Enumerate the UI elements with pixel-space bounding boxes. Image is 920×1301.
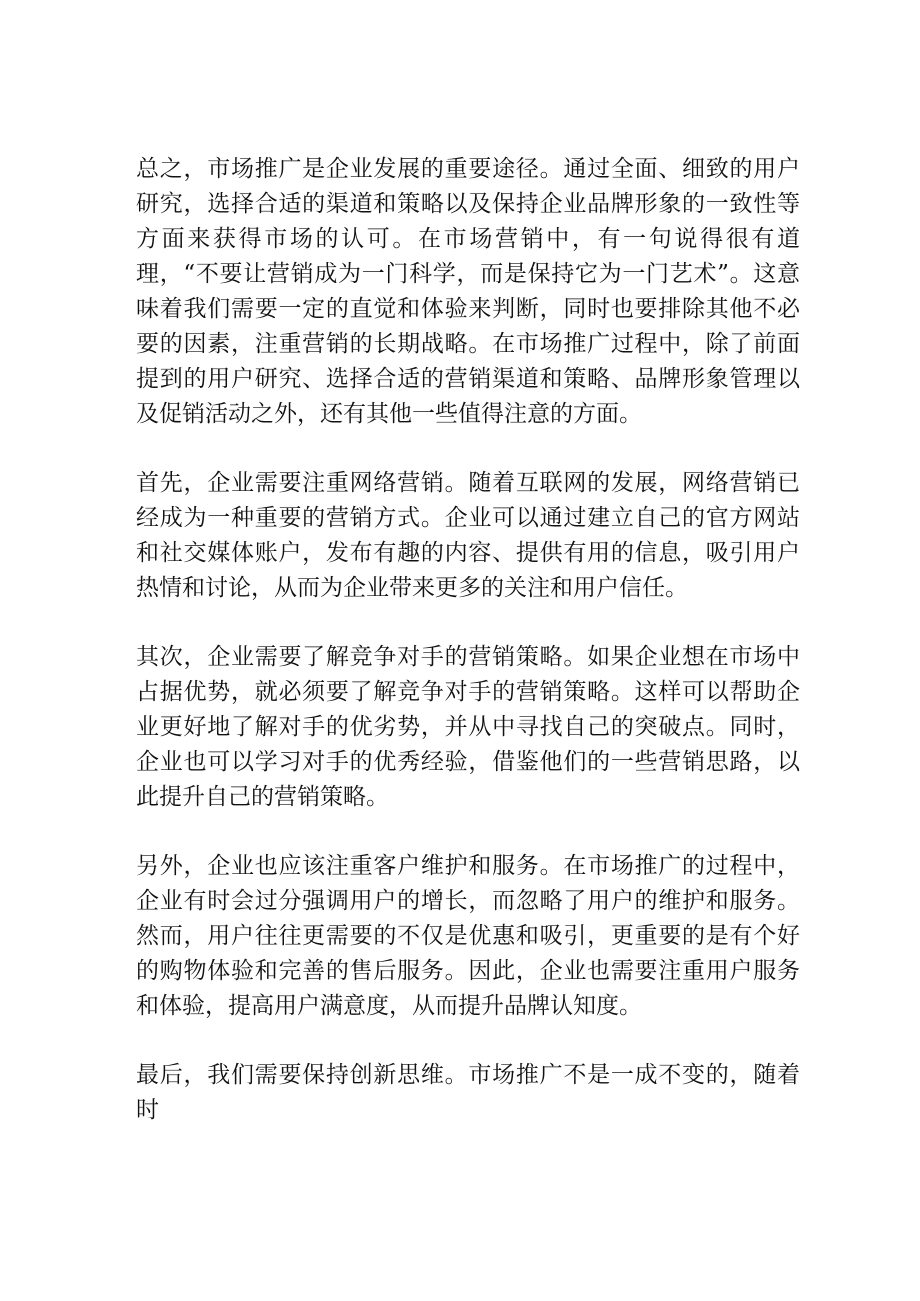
- paragraph-competitor-strategy: 其次，企业需要了解竞争对手的营销策略。如果企业想在市场中占据优势，就必须要了解竞争对手的营销策略。这样可以帮助企业更好地了解对手的优劣势，并从中寻找自己的突破点。同时，企业也可以学习对手的优秀经验，借鉴他们的一些营销思路，以此提升自己的营销策略。: [136, 644, 800, 810]
- paragraph-innovation: 最后，我们需要保持创新思维。市场推广不是一成不变的，随着时: [136, 1062, 800, 1123]
- paragraph-customer-service: 另外，企业也应该注重客户维护和服务。在市场推广的过程中，企业有时会过分强调用户的增长，而忽略了用户的维护和服务。然而，用户往往更需要的不仅是优惠和吸引，更重要的是有个好的购物体验和完善的售后服务。因此，企业也需要注重用户服务和体验，提高用户满意度，从而提升品牌认知度。: [136, 853, 800, 1019]
- document-body: [136, 152, 800, 1162]
- paragraph-network-marketing: 首先，企业需要注重网络营销。随着互联网的发展，网络营销已经成为一种重要的营销方式。企业可以通过建立自己的官方网站和社交媒体账户，发布有趣的内容、提供有用的信息，吸引用户热情和讨论，从而为企业带来更多的关注和用户信任。: [136, 470, 800, 601]
- paragraph-summary: 总之，市场推广是企业发展的重要途径。通过全面、细致的用户研究，选择合适的渠道和策略以及保持企业品牌形象的一致性等方面来获得市场的认可。在市场营销中，有一句说得很有道理，“不要让营销成为一门科学，而是保持它为一门艺术”。这意味着我们需要一定的直觉和体验来判断，同时也要排除其他不必要的因素，注重营销的长期战略。在市场推广过程中，除了前面提到的用户研究、选择合适的营销渠道和策略、品牌形象管理以及促销活动之外，还有其他一些值得注意的方面。: [136, 156, 800, 427]
